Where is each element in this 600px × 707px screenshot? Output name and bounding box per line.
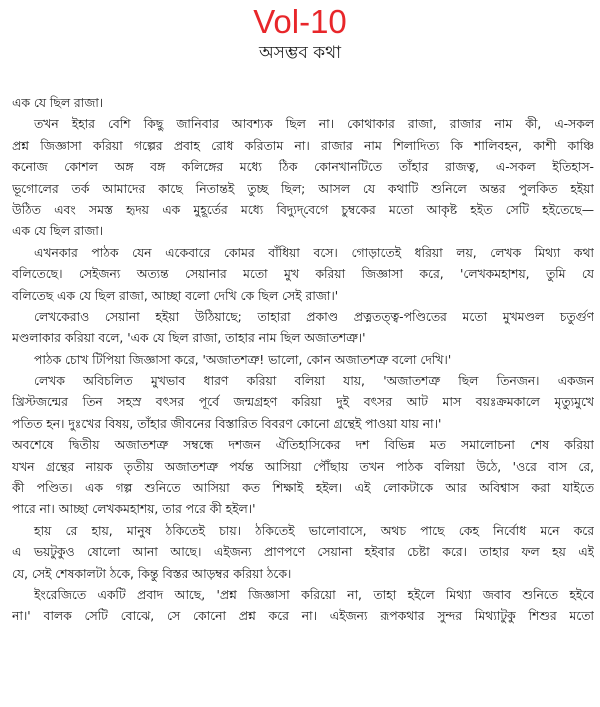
text-line: প্রশ্ন জিজ্ঞাসা করিয়া গল্পের প্রবাহ রোধ করিতাম না। রাজার নাম শিলাদিত্য কি শালিবহন, কাশী কাঞ্চি bbox=[12, 138, 594, 153]
text-line: মণ্ডলাকার করিয়া বলে, 'এক যে ছিল রাজা, তাহার নাম ছিল অজাতশত্রু।' bbox=[12, 331, 366, 346]
text-line: এ ভয়টুকুও ষোলো আনা আছে। এইজন্য প্রাণপণে সেয়ানা হইবার চেষ্টা করে। তাহার ফল হয় এই bbox=[12, 545, 594, 560]
text-line: লেখক অবিচলিত মুখভাব ধারণ করিয়া বলিয়া যায়, 'অজাতশত্রু ছিল তিনজন। একজন bbox=[34, 374, 594, 389]
text-line: লেখকেরাও সেয়ানা হইয়া উঠিয়াছে; তাহারা প্রকাণ্ড প্রত্নতত্ত্ব-পণ্ডিতের মতো মুখমণ্ডল চতুর্গুণ bbox=[34, 309, 594, 324]
text-line: এখনকার পাঠক যেন একেবারে কোমর বাঁধিয়া বসে। গোড়াতেই ধরিয়া লয়, লেখক মিথ্যা কথা bbox=[34, 245, 594, 260]
text-line: এক যে ছিল রাজা। bbox=[12, 96, 104, 110]
volume-label: Vol-10 bbox=[253, 3, 347, 40]
text-line: খ্রিস্টজন্মের তিন সহস্র বৎসর পূর্বে জন্মগ্রহণ করিয়া দুই বৎসর আট মাস বয়ঃক্রমকালে মৃত্যুমুখে bbox=[12, 395, 594, 410]
text-line: ইংরেজিতে একটি প্রবাদ আছে, 'প্রশ্ন জিজ্ঞাসা করিয়ো না, তাহা হইলে মিথ্যা জবাব শুনিতে হইবে bbox=[34, 587, 594, 602]
text-line: কনোজ কোশল অঙ্গ বঙ্গ কলিঙ্গের মধ্যে ঠিক কোনখানটিতে তাঁহার রাজত্ব, এ-সকল ইতিহাস- bbox=[12, 160, 594, 175]
text-line: যে, সেই শেষকালটা ঠকে, কিন্তু বিস্তর আড়ম্বর করিয়া ঠকে। bbox=[12, 566, 292, 581]
page-title: অসম্ভব কথা bbox=[258, 43, 342, 63]
text-line: অবশেষে দ্বিতীয় অজাতশত্রু সম্বন্ধে দশজন ঐতিহাসিকের দশ বিভিন্ন মত সমালোচনা শেষ করিয়া bbox=[12, 438, 594, 453]
text-line: তখন ইহার বেশি কিছু জানিবার আবশ্যক ছিল না। কোথাকার রাজা, রাজার নাম কী, এ-সকল bbox=[34, 117, 594, 132]
text-line: হায় রে হায়, মানুষ ঠকিতেই চায়। ঠকিতেই ভালোবাসে, অথচ পাছে কেহ নির্বোধ মনে করে bbox=[34, 523, 594, 538]
text-line: পতিত হন। দুঃখের বিষয়, তাঁহার জীবনের বিস্তারিত বিবরণ কোনো গ্রন্থেই পাওয়া যায় না।' bbox=[12, 416, 442, 431]
text-line: ভূগোলের তর্ক আমাদের কাছে নিতান্তই তুচ্ছ ছিল; আসল যে কথাটি শুনিলে অন্তর পুলকিত হইয়া bbox=[12, 181, 594, 196]
text-line: উঠিত এবং সমস্ত হৃদয় এক মুহূর্তের মধ্যে বিদ্যুদ্‌বেগে চুম্বকের মতো আকৃষ্ট হইত সেটি হইতেছে— bbox=[12, 202, 594, 217]
text-line: কী পণ্ডিত। এক গল্প শুনিতে আসিয়া কত শিক্ষাই হইল। এই লোকটাকে আর অবিশ্বাস করা যাইতে bbox=[12, 481, 594, 496]
text-line: না।' বালক সেটি বোঝে, সে কোনো প্রশ্ন করে না। এইজন্য রূপকথার সুন্দর মিথ্যাটুকু শিশুর মতো bbox=[12, 609, 594, 624]
story-text bbox=[12, 93, 594, 628]
text-line: এক যে ছিল রাজা। bbox=[12, 224, 104, 239]
text-line: বলিতেছে। সেইজন্য অত্যন্ত সেয়ানার মতো মুখ করিয়া জিজ্ঞাসা করে, 'লেখকমহাশয়, তুমি যে bbox=[12, 267, 594, 282]
text-line: বলিতেছ এক যে ছিল রাজা, আচ্ছা বলো দেখি কে ছিল সেই রাজা।' bbox=[12, 288, 339, 303]
text-line: পাঠক চোখ টিপিয়া জিজ্ঞাসা করে, 'অজাতশত্রু! ভালো, কোন অজাতশত্রু বলো দেখি।' bbox=[34, 352, 452, 367]
text-line: যখন গ্রন্থের নায়ক তৃতীয় অজাতশত্রু পর্যন্ত আসিয়া পৌঁছায় তখন পাঠক বলিয়া উঠে, 'ওরে বাস রে, bbox=[12, 459, 594, 474]
text-line: পারে না। আচ্ছা লেখকমহাশয়, তার পরে কী হইল।' bbox=[12, 502, 256, 517]
